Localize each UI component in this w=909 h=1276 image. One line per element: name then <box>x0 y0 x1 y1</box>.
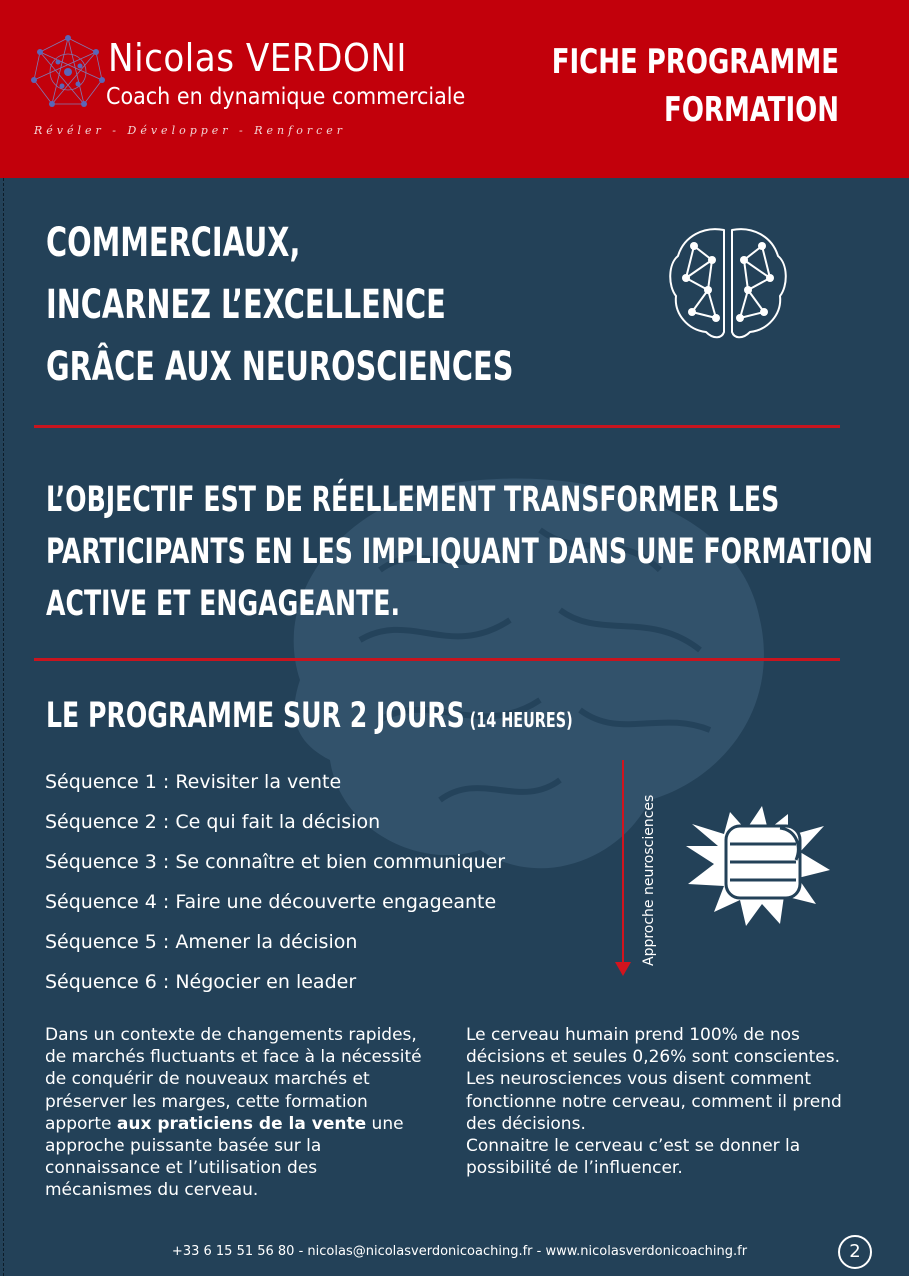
title-line-3: GRÂCE AUX NEUROSCIENCES <box>46 344 514 390</box>
sequence-item: Séquence 5 : Amener la décision <box>45 931 358 953</box>
header-band <box>0 0 909 178</box>
objective-statement <box>46 474 873 630</box>
sequence-item: Séquence 4 : Faire une découverte engageante <box>45 891 497 913</box>
sequence-item: Séquence 1 : Revisiter la vente <box>45 771 342 793</box>
brain-text-2: Connaitre le cerveau c’est se donner la possibilité de l’influencer. <box>466 1136 801 1179</box>
context-paragraph <box>45 1024 425 1202</box>
brand-subtitle: Coach en dynamique commerciale <box>106 84 466 110</box>
brand-name: Nicolas VERDONI <box>108 36 407 80</box>
programme-duration: (14 HEURES) <box>469 708 573 732</box>
objective-line-1: L’OBJECTIF EST DE RÉELLEMENT TRANSFORMER LES <box>46 480 780 520</box>
divider-middle <box>34 658 840 661</box>
down-arrow-icon <box>622 760 624 962</box>
fist-burst-icon <box>684 800 832 928</box>
approach-label: Approche neurosciences <box>641 794 657 966</box>
sequence-item: Séquence 2 : Ce qui fait la décision <box>45 811 381 833</box>
objective-line-2: PARTICIPANTS EN LES IMPLIQUANT DANS UNE FORMATION <box>46 532 873 572</box>
sequence-item: Séquence 6 : Négocier en leader <box>45 971 357 993</box>
sequence-item: Séquence 3 : Se connaître et bien communiquer <box>45 851 506 873</box>
document-type-line-1: FICHE PROGRAMME <box>551 42 839 82</box>
left-dashed-border <box>3 178 4 1276</box>
programme-heading <box>46 696 573 736</box>
page-number: 2 <box>838 1235 872 1269</box>
brain-network-icon <box>664 220 792 348</box>
context-text-end: une approche puissante basée sur la connaissance et l’utilisation des mécanismes du cerveau. <box>45 1113 404 1201</box>
document-type <box>552 38 839 134</box>
context-text-start: Dans un contexte de changements rapides, de marchés fluctuants et face à la nécessité de conquérir de nouveaux marchés et préserver les marges, cette formation apporte <box>45 1025 422 1134</box>
page-title <box>46 212 513 398</box>
context-text-highlight: aux praticiens de la vente <box>116 1113 367 1134</box>
brain-paragraph <box>466 1024 856 1179</box>
sequence-list <box>45 762 505 1002</box>
title-line-1: COMMERCIAUX, <box>46 220 301 266</box>
brand-tagline: Révéler - Développer - Renforcer <box>34 124 347 137</box>
title-line-2: INCARNEZ L’EXCELLENCE <box>46 282 446 328</box>
divider-top <box>34 425 840 428</box>
brain-text-1: Le cerveau humain prend 100% de nos décisions et seules 0,26% sont conscientes. Les neurosciences vous disent comment fonctionne notre cerveau, comment il prend des décisions. <box>466 1025 842 1134</box>
programme-title: LE PROGRAMME SUR 2 JOURS <box>46 696 465 736</box>
document-type-line-2: FORMATION <box>664 90 839 130</box>
footer-contact: +33 6 15 51 56 80 - nicolas@nicolasverdonicoaching.fr - www.nicolasverdonicoaching.fr <box>171 1244 748 1259</box>
objective-line-3: ACTIVE ET ENGAGEANTE. <box>46 584 401 624</box>
down-arrow-head <box>615 962 631 976</box>
logo-network-icon <box>28 32 108 112</box>
